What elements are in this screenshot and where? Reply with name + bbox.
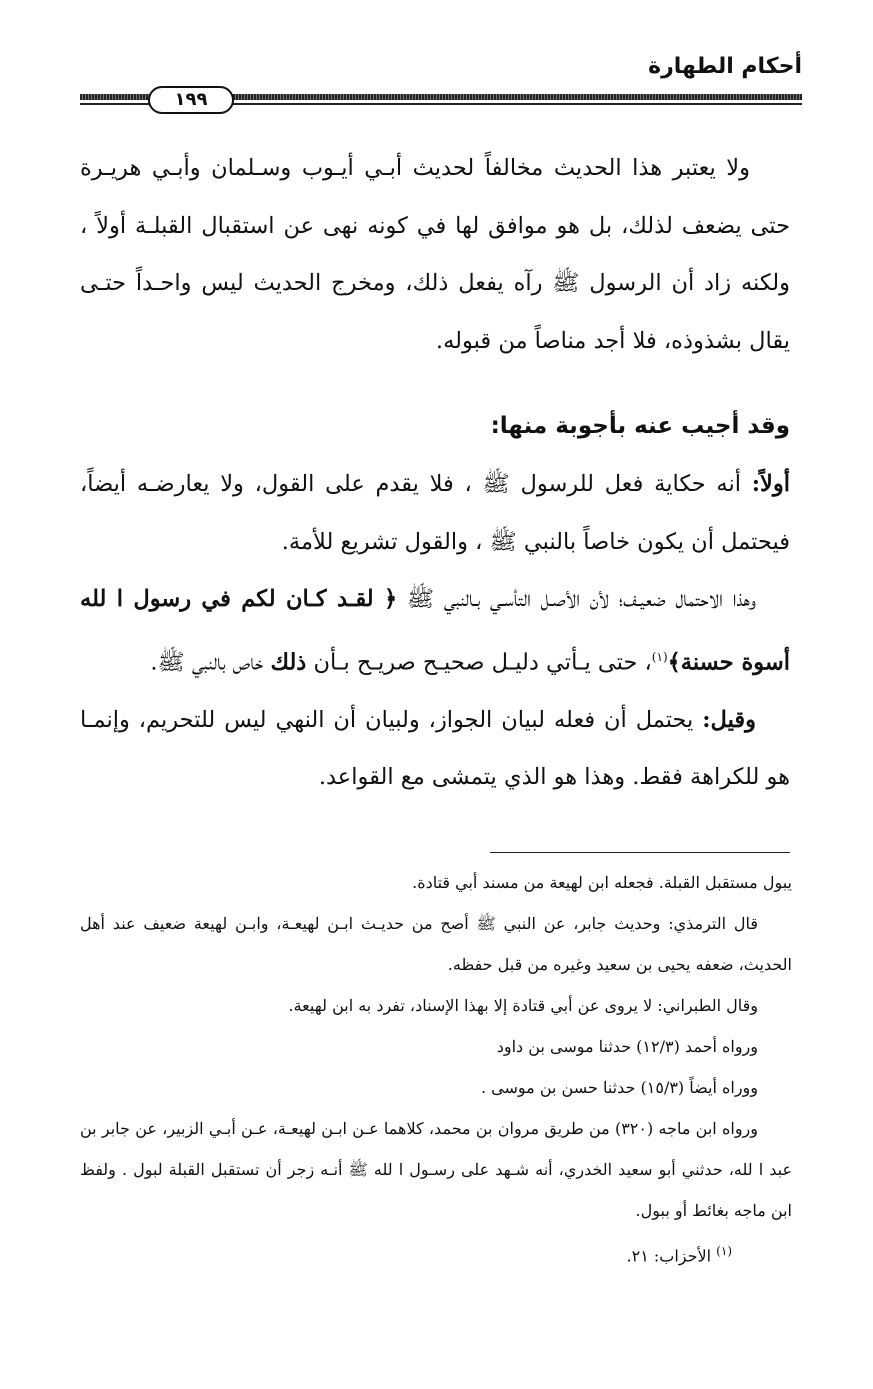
answer-2-text: يحتمل أن فعله لبيان الجواز، ولبيان أن النهي ليس للتحريم، وإنمـا هو للكراهة فقط. وهذا هو الذي يتمشى مع القواعد. xyxy=(80,706,790,790)
answer-2-label: وقيل: xyxy=(702,706,756,733)
rebuttal-text-a: وهذا الاحتمال ضعيـف؛ لأن الأصـل التأسـي بـالنبي ﷺ xyxy=(397,586,756,612)
footnote-1-number: (١) xyxy=(716,1244,732,1258)
quran-verse: ﴿ لقـد كـان لكم في رسول ا لله أسوة حسنة﴾ xyxy=(80,586,790,675)
footnotes xyxy=(80,862,792,1276)
answer-1 xyxy=(80,456,790,571)
page-header xyxy=(80,50,802,110)
main-text xyxy=(80,140,790,807)
book-title: أحكام الطهارة xyxy=(648,54,802,79)
footnote-ref: (١) xyxy=(651,649,668,664)
footnote-line-3: وقال الطبراني: لا يروى عن أبي قتادة إلا بهذا الإسناد، تفرد به ابن لهيعة. xyxy=(288,996,758,1015)
rebuttal-text-b: ، حتى يـأتي دليـل صحيـح صريـح بـأن xyxy=(306,649,652,675)
header-rule xyxy=(80,86,802,112)
footnote-line-6: ورواه ابن ماجه (٣٢٠) من طريق مروان بن محمد، كلاهما عـن ابـن لهيعـة، عـن أبـي الزبير، عن جابر بن عبد ا لله، حدثني أبو سعيد الخدري، أنه شـهد على رسـول ا لله ﷺ أنـه زجر أن تستقبل القبلة لبول . ولفظ ابن ماجه بغائط أو ببول. xyxy=(80,1119,792,1220)
answer-1-rebuttal xyxy=(80,571,790,692)
footnote-separator xyxy=(490,852,790,853)
section-heading: وقد أجيب عنه بأجوبة منها: xyxy=(490,413,790,439)
page-number: ١٩٩ xyxy=(148,86,234,114)
answer-1-label: أولاً: xyxy=(751,471,790,497)
rebuttal-text-c: ذلك xyxy=(270,649,307,675)
footnote-1 xyxy=(80,1231,792,1276)
answer-2 xyxy=(80,692,790,807)
footnote-line-4: ورواه أحمد (١٢/٣) حدثنا موسى بن داود xyxy=(496,1037,758,1056)
footnote-1-text: الأحزاب: ٢١. xyxy=(626,1246,717,1266)
footnote-line-5: ووراه أيضاً (١٥/٣) حدثنا حسن بن موسى . xyxy=(480,1078,758,1097)
answer-1-text: أنه حكاية فعل للرسول ﷺ ، فلا يقدم على القول، ولا يعارضـه أيضاً، فيحتمل أن يكون خاصاً بالنبي ﷺ ، والقول تشريع للأمة. xyxy=(80,471,790,555)
footnote-line-1: يبول مستقبل القبلة. فجعله ابن لهيعة من مسند أبي قتادة. xyxy=(412,873,792,892)
rebuttal-text-d: خاص بالنبي ﷺ. xyxy=(150,649,271,675)
paragraph-1: ولا يعتبر هذا الحديث مخالفاً لحديث أبـي أيـوب وسـلمان وأبـي هريـرة حتى يضعف لذلك، بل هو موافق لها في كونه نهى عن استقبال القبلـة أولاً ، ولكنه زاد أن الرسول ﷺ رآه يفعل ذلك، ومخرج الحديث ليس واحـداً حتـى يقال بشذوذه، فلا أجد مناصاً من قبوله. xyxy=(80,155,790,354)
footnote-line-2: قال الترمذي: وحديث جابر، عن النبي ﷺ أصح من حديـث ابـن لهيعـة، وابـن لهيعة ضعيف عند أهل الحديث، ضعفه يحيى بن سعيد وغيره من قبل حفظه. xyxy=(80,914,792,974)
